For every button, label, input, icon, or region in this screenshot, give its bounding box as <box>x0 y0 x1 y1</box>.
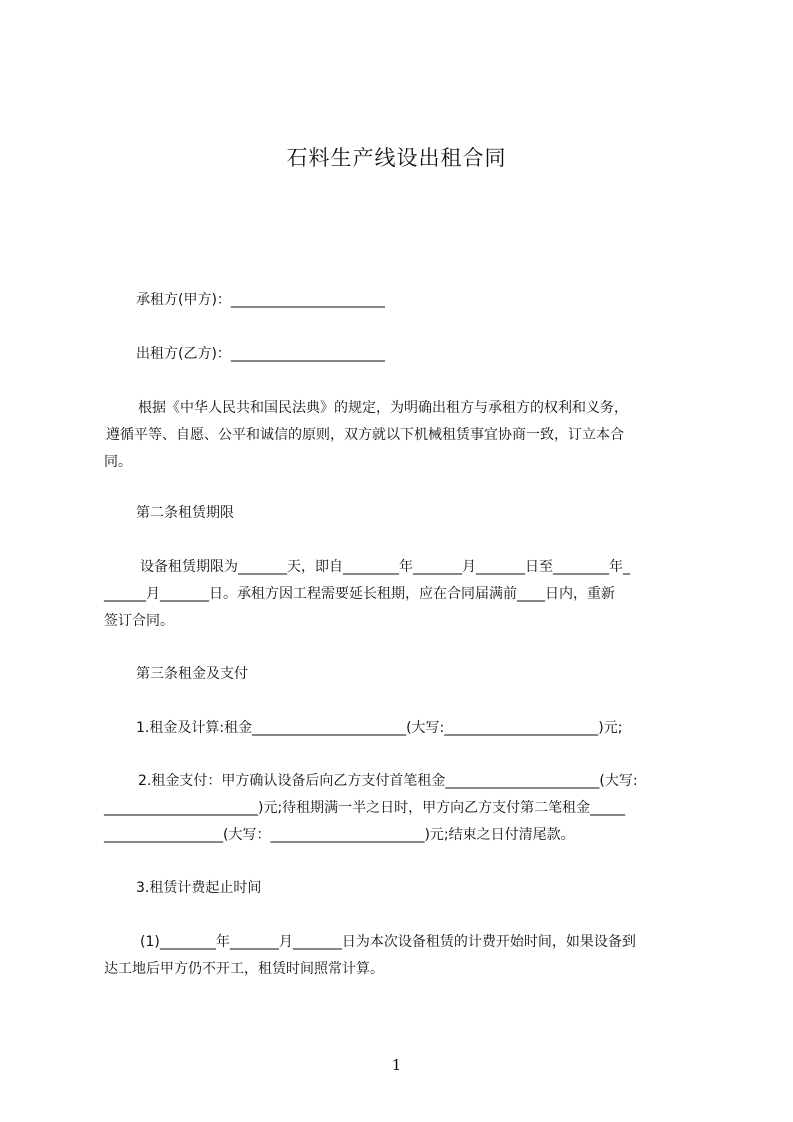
article3-heading: 第三条租金及支付 <box>136 666 248 682</box>
article2-line-1: 设备租赁期限为_______天，即自________年_______月_______日至________年_ <box>140 559 630 575</box>
item3-line-2: 达工地后甲方仍不开工，租赁时间照常计算。 <box>104 961 384 977</box>
item2-line-2: ______________________)元;待租期满一半之日时，甲方向乙方支付第二笔租金_____ <box>104 800 626 816</box>
item2-line-1: 2.租金支付：甲方确认设备后向乙方支付首笔租金______________________(大写: <box>138 773 638 789</box>
article2-line-3: 签订合同。 <box>104 613 174 629</box>
article2-heading: 第二条租赁期限 <box>136 505 234 521</box>
item1-rent-calculation: 1.租金及计算:租金______________________(大写:______________________)元; <box>136 720 623 736</box>
article2-line-2: ______月_______日。承租方因工程需要延长租期，应在合同届满前____日内，重新 <box>104 586 615 602</box>
item2-line-3: _________________(大写：______________________)元;结束之日付清尾款。 <box>104 827 575 843</box>
item3-heading: 3.租赁计费起止时间 <box>136 880 262 896</box>
page-title: 石料生产线设出租合同 <box>286 146 507 170</box>
page-number: 1 <box>391 1056 402 1074</box>
preamble-line-1: 根据《中华人民共和国民法典》的规定，为明确出租方与承租方的权利和义务， <box>138 400 628 416</box>
preamble-line-3: 同。 <box>104 454 132 470</box>
lessee-line: 承租方(甲方)：______________________ <box>136 292 385 308</box>
preamble-line-2: 遵循平等、自愿、公平和诚信的原则，双方就以下机械租赁事宜协商一致，订立本合 <box>106 427 624 443</box>
lessor-line: 出租方(乙方)：______________________ <box>136 346 385 362</box>
item3-line-1: (1)________年_______月_______日为本次设备租赁的计费开始时间，如果设备到 <box>140 934 636 950</box>
